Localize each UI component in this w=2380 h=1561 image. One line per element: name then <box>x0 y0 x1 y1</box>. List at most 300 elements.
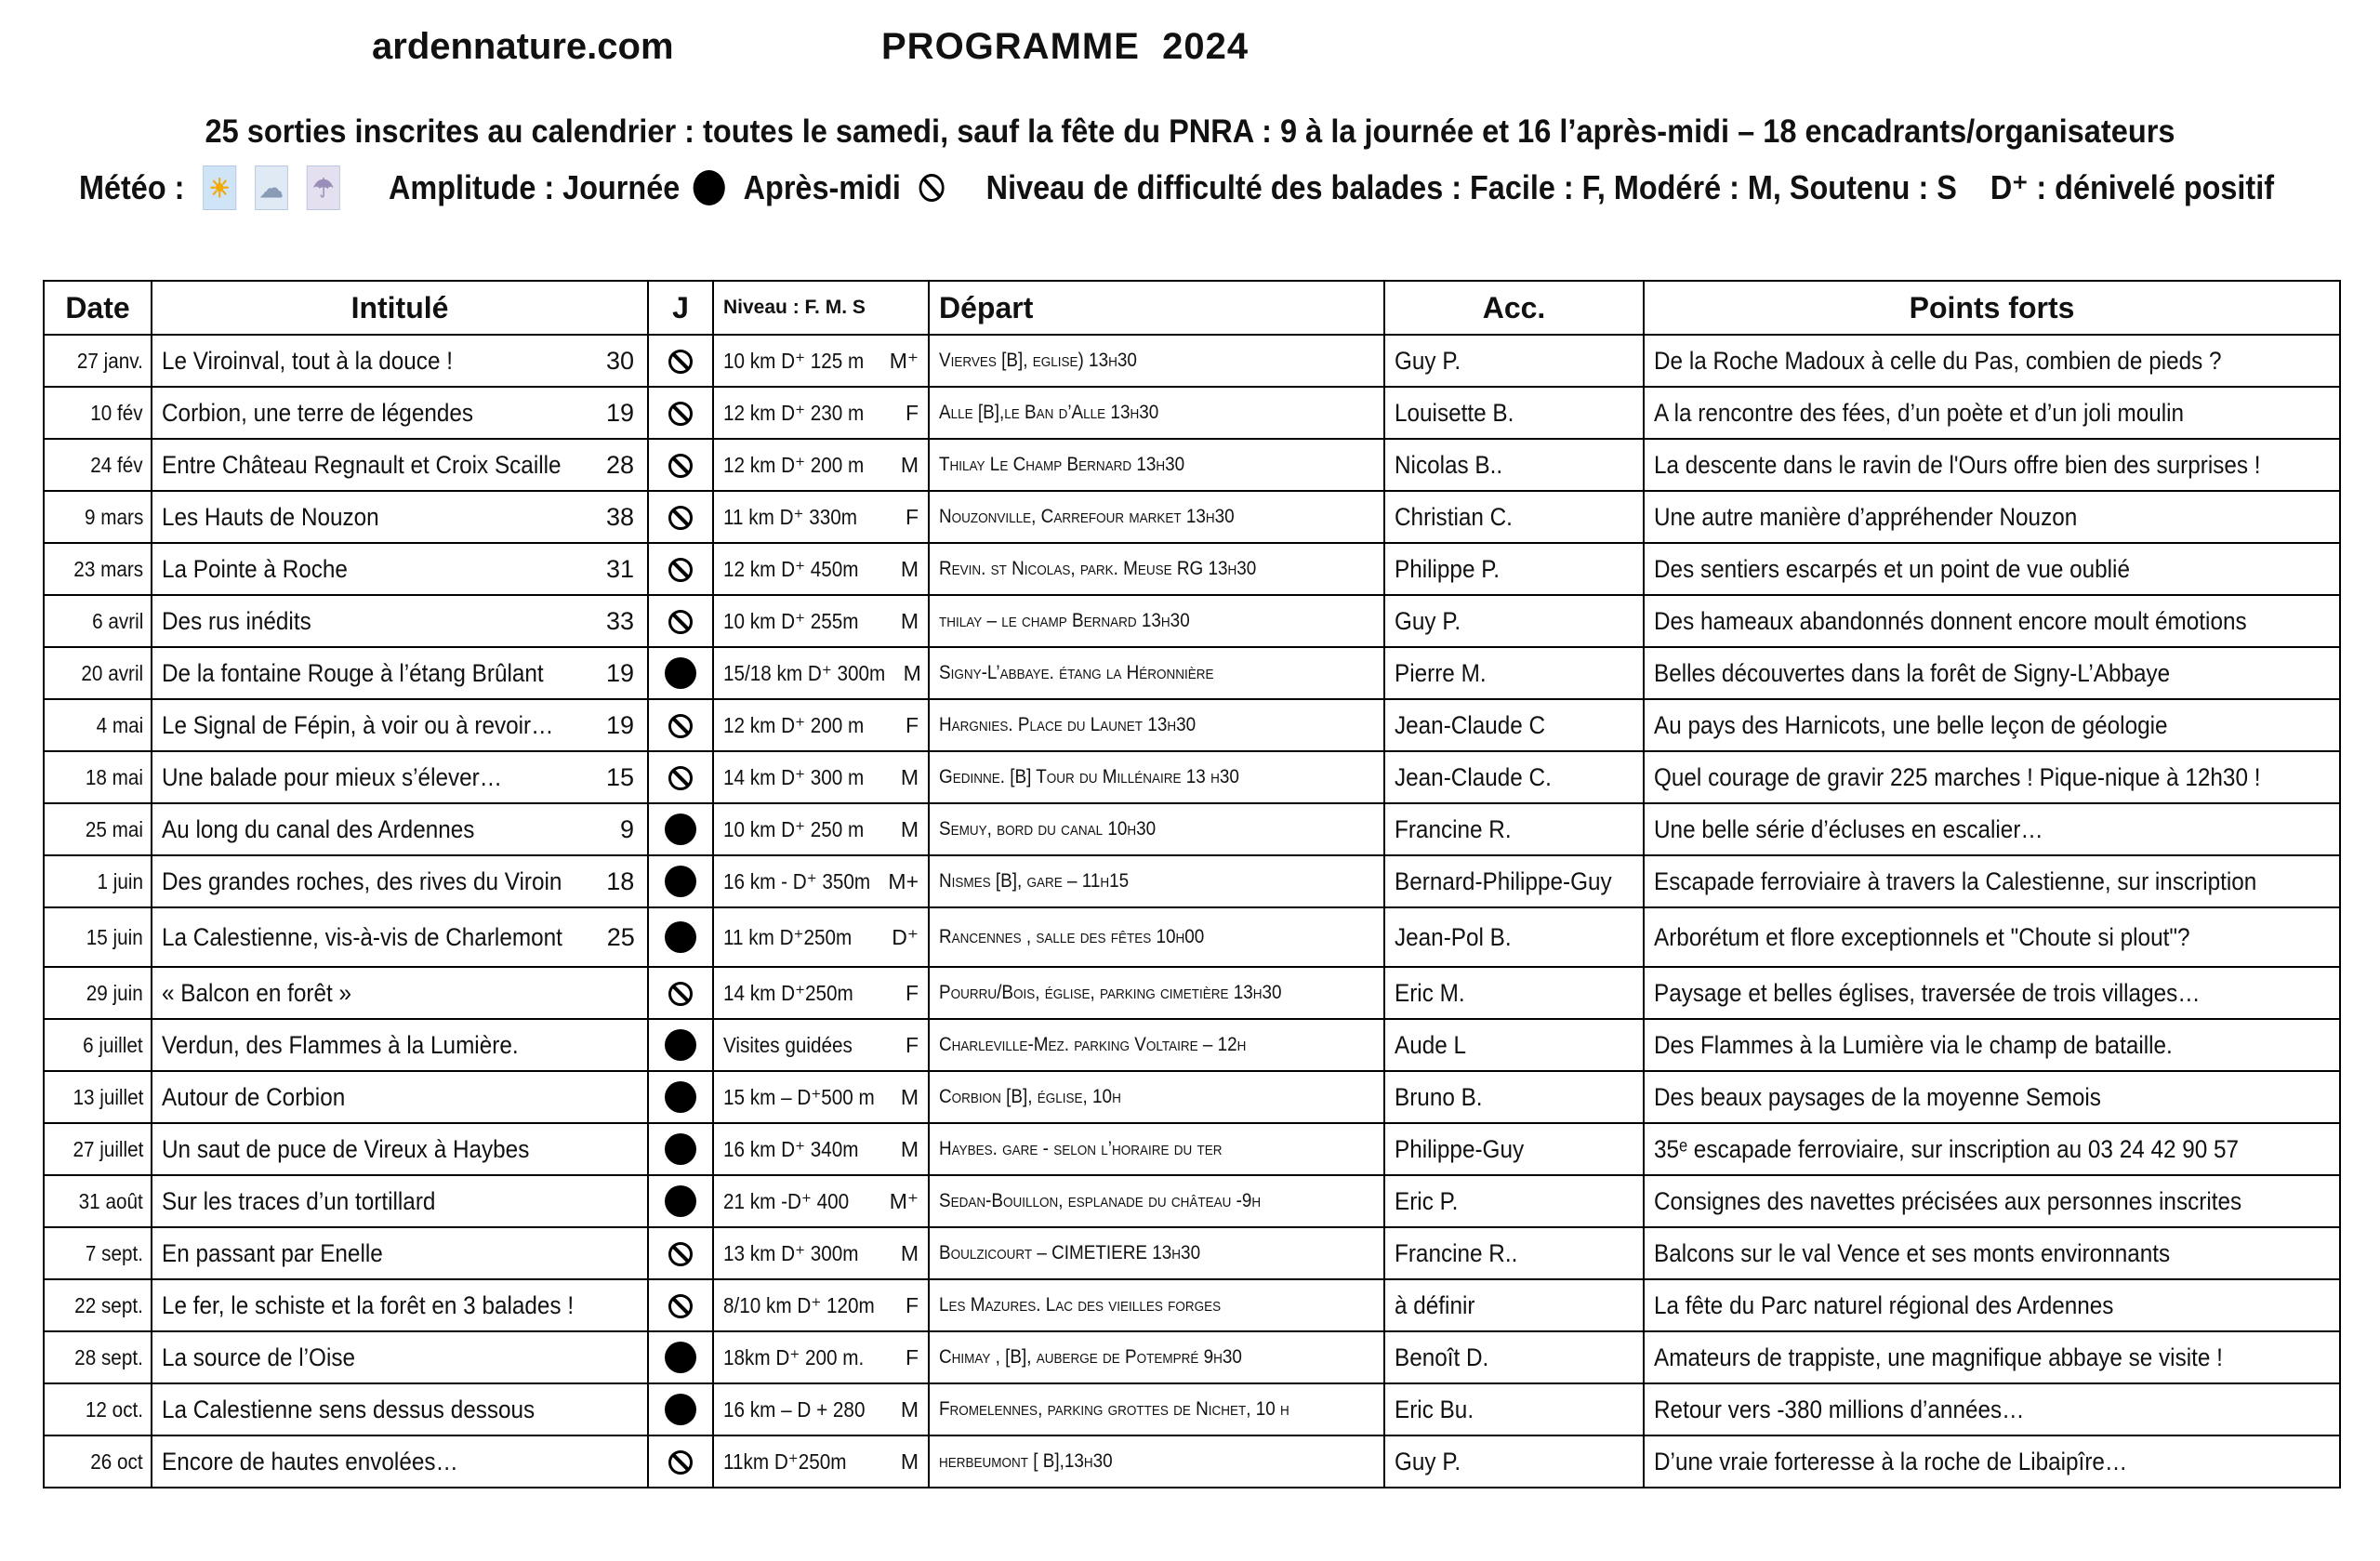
level-text: M <box>900 556 919 581</box>
title-text: Corbion, une terre de légendes <box>162 398 474 427</box>
date-text: 27 janv. <box>77 348 143 373</box>
cell-acc <box>1384 1331 1644 1383</box>
depart-text: Revin. st Nicolas, park. Meuse RG 13h30 <box>939 558 1257 579</box>
cell-date <box>44 647 152 699</box>
title-text: Les Hauts de Nouzon <box>162 502 379 531</box>
cell-niveau <box>713 1227 929 1279</box>
cell-points <box>1644 855 2340 907</box>
acc-text: Philippe-Guy <box>1395 1134 1525 1163</box>
cell-amplitude <box>648 1435 713 1488</box>
site-name: ardennature.com <box>372 26 674 67</box>
depart-text: Boulzicourt – CIMETIERE 13h30 <box>939 1242 1201 1263</box>
depart-text: herbeumont [ B],13h30 <box>939 1450 1113 1472</box>
level-text: M <box>900 764 919 789</box>
apres-midi-label: Après-midi <box>743 168 901 206</box>
title-number: 19 <box>605 710 634 739</box>
date-text: 9 mars <box>84 504 143 529</box>
cell-date <box>44 751 152 803</box>
cell-points <box>1644 647 2340 699</box>
points-text: Escapade ferroviaire à travers la Calestienne, sur inscription <box>1654 866 2257 895</box>
level-text: M+ <box>888 868 919 893</box>
meteo-label: Météo : <box>79 168 185 206</box>
amplitude-label: Amplitude : Journée <box>389 168 681 206</box>
cell-depart <box>929 335 1384 387</box>
cell-points <box>1644 803 2340 855</box>
cell-amplitude <box>648 967 713 1019</box>
cell-amplitude <box>648 1175 713 1227</box>
cell-points <box>1644 1071 2340 1123</box>
cell-title <box>152 491 648 543</box>
cell-depart <box>929 387 1384 439</box>
title-text: Le fer, le schiste et la forêt en 3 balades ! <box>162 1290 575 1319</box>
cell-depart <box>929 439 1384 491</box>
table-row <box>44 387 2340 439</box>
apres-midi-symbol-icon <box>919 174 945 202</box>
cell-niveau <box>713 1019 929 1071</box>
journee-dot-icon <box>665 921 696 953</box>
cell-date <box>44 1227 152 1279</box>
niveau-text: 16 km – D + 280 <box>723 1396 866 1422</box>
cell-niveau <box>713 439 929 491</box>
cell-date <box>44 803 152 855</box>
cell-niveau <box>713 803 929 855</box>
dplus-label: D⁺ : dénivelé positif <box>1990 168 2275 206</box>
table-row <box>44 439 2340 491</box>
cell-niveau <box>713 1383 929 1435</box>
level-text: M <box>903 660 921 685</box>
table-row <box>44 907 2340 967</box>
cell-title <box>152 1175 648 1227</box>
level-text: F <box>905 504 919 529</box>
points-text: De la Roche Madoux à celle du Pas, combien de pieds ? <box>1654 346 2222 375</box>
cell-depart <box>929 907 1384 967</box>
level-text: F <box>905 980 919 1005</box>
niveau-text: 12 km D⁺ 230 m <box>723 400 865 425</box>
cell-amplitude <box>648 595 713 647</box>
cell-acc <box>1384 1383 1644 1435</box>
level-text: M <box>900 1136 919 1161</box>
niveau-text: 10 km D⁺ 125 m <box>723 348 865 373</box>
header-points: Points forts <box>1644 281 2340 335</box>
cell-title <box>152 967 648 1019</box>
depart-text: Vierves [B], eglise) 13h30 <box>939 350 1137 371</box>
cell-depart <box>929 1227 1384 1279</box>
date-text: 22 sept. <box>74 1292 143 1317</box>
date-text: 18 mai <box>85 764 143 789</box>
cell-date <box>44 855 152 907</box>
level-text: D⁺ <box>892 924 919 949</box>
cell-points <box>1644 967 2340 1019</box>
acc-text: Christian C. <box>1395 502 1513 531</box>
cell-niveau <box>713 1279 929 1331</box>
level-text: M <box>900 608 919 633</box>
cell-title <box>152 907 648 967</box>
cell-acc <box>1384 543 1644 595</box>
title-text: Une balade pour mieux s’élever… <box>162 762 503 791</box>
acc-text: Francine R. <box>1395 814 1512 843</box>
header-date: Date <box>44 281 152 335</box>
cell-date <box>44 967 152 1019</box>
cell-date <box>44 1123 152 1175</box>
cell-amplitude <box>648 751 713 803</box>
acc-text: Jean-Claude C. <box>1395 762 1552 791</box>
cell-niveau <box>713 595 929 647</box>
cell-date <box>44 491 152 543</box>
cell-niveau <box>713 751 929 803</box>
acc-text: Bernard-Philippe-Guy <box>1395 866 1612 895</box>
acc-text: Jean-Claude C <box>1395 710 1546 739</box>
cell-acc <box>1384 1019 1644 1071</box>
cell-title <box>152 855 648 907</box>
cell-niveau <box>713 1123 929 1175</box>
journee-dot-icon <box>665 1081 696 1113</box>
level-text: F <box>905 712 919 737</box>
title-text: Autour de Corbion <box>162 1082 346 1111</box>
cell-points <box>1644 1123 2340 1175</box>
points-text: 35ᵉ escapade ferroviaire, sur inscription au 03 24 42 90 57 <box>1654 1134 2240 1163</box>
cell-depart <box>929 647 1384 699</box>
rain-cloud-icon: ☂ <box>307 165 340 210</box>
date-text: 6 juillet <box>83 1032 143 1057</box>
title-text: Des rus inédits <box>162 606 311 635</box>
cell-acc <box>1384 699 1644 751</box>
title-number: 33 <box>605 606 634 635</box>
journee-dot-icon <box>665 1133 696 1165</box>
title-text: Au long du canal des Ardennes <box>162 814 475 843</box>
cell-amplitude <box>648 543 713 595</box>
date-text: 13 juillet <box>73 1084 143 1109</box>
acc-text: Pierre M. <box>1395 658 1487 687</box>
apres-midi-symbol-icon <box>668 1294 693 1318</box>
apres-midi-symbol-icon <box>668 982 693 1006</box>
title-text: Le Viroinval, tout à la douce ! <box>162 346 453 375</box>
date-text: 15 juin <box>86 924 143 949</box>
cell-niveau <box>713 855 929 907</box>
cell-niveau <box>713 543 929 595</box>
cell-points <box>1644 699 2340 751</box>
title-text: Un saut de puce de Vireux à Haybes <box>162 1134 530 1163</box>
title-text: Des grandes roches, des rives du Viroin <box>162 866 562 895</box>
depart-text: Sedan-Bouillon, esplanade du château -9h <box>939 1190 1262 1211</box>
journee-dot-icon <box>665 814 696 845</box>
cell-acc <box>1384 1123 1644 1175</box>
cell-points <box>1644 1383 2340 1435</box>
cell-depart <box>929 1331 1384 1383</box>
cell-title <box>152 543 648 595</box>
date-text: 1 juin <box>97 868 143 893</box>
title-number: 30 <box>605 346 634 375</box>
cell-points <box>1644 491 2340 543</box>
depart-text: Haybes. gare - selon l’horaire du ter <box>939 1138 1223 1159</box>
depart-text: Nismes [B], gare – 11h15 <box>939 870 1130 892</box>
niveau-text: 15 km – D⁺500 m <box>723 1084 875 1109</box>
cell-amplitude <box>648 855 713 907</box>
acc-text: Eric P. <box>1395 1186 1459 1215</box>
cell-amplitude <box>648 699 713 751</box>
table-row <box>44 699 2340 751</box>
depart-text: Les Mazures. Lac des vieilles forges <box>939 1294 1222 1316</box>
cell-depart <box>929 967 1384 1019</box>
points-text: Balcons sur le val Vence et ses monts environnants <box>1654 1238 2171 1267</box>
cell-points <box>1644 595 2340 647</box>
title-number: 18 <box>606 866 635 895</box>
cell-depart <box>929 855 1384 907</box>
date-text: 29 juin <box>86 980 143 1005</box>
title-number: 19 <box>605 658 634 687</box>
points-text: La fête du Parc naturel régional des Ardennes <box>1654 1290 2114 1319</box>
level-text: M⁺ <box>889 348 919 373</box>
niveau-text: 11 km D⁺ 330m <box>723 504 857 529</box>
niveau-text: 21 km -D⁺ 400 <box>723 1188 850 1213</box>
table-row <box>44 543 2340 595</box>
table-row <box>44 751 2340 803</box>
cell-date <box>44 907 152 967</box>
title-text: La Calestienne, vis-à-vis de Charlemont <box>162 922 562 951</box>
points-text: Arborétum et flore exceptionnels et "Choute si plout"? <box>1654 922 2190 951</box>
level-text: F <box>905 1032 919 1057</box>
cell-depart <box>929 803 1384 855</box>
niveau-text: 12 km D⁺ 450m <box>723 556 859 581</box>
cell-acc <box>1384 491 1644 543</box>
cell-depart <box>929 595 1384 647</box>
journee-dot-icon <box>665 1394 696 1425</box>
points-text: Quel courage de gravir 225 marches ! Pique-nique à 12h30 ! <box>1654 762 2261 791</box>
cell-points <box>1644 907 2340 967</box>
cell-title <box>152 803 648 855</box>
points-text: Retour vers -380 millions d’années… <box>1654 1395 2025 1423</box>
cell-amplitude <box>648 491 713 543</box>
title-text: La Calestienne sens dessus dessous <box>162 1395 536 1423</box>
cell-title <box>152 1071 648 1123</box>
cell-niveau <box>713 387 929 439</box>
acc-text: Aude L <box>1395 1030 1467 1059</box>
depart-text: Thilay Le Champ Bernard 13h30 <box>939 454 1185 475</box>
level-text: M <box>900 1449 919 1474</box>
cell-points <box>1644 387 2340 439</box>
cell-acc <box>1384 803 1644 855</box>
apres-midi-symbol-icon <box>668 506 693 530</box>
date-text: 27 juillet <box>73 1136 143 1161</box>
acc-text: Philippe P. <box>1395 554 1501 583</box>
cell-date <box>44 1019 152 1071</box>
title-text: Sur les traces d’un tortillard <box>162 1186 436 1215</box>
table-row <box>44 967 2340 1019</box>
points-text: Des beaux paysages de la moyenne Semois <box>1654 1082 2101 1111</box>
cell-acc <box>1384 439 1644 491</box>
cell-niveau <box>713 907 929 967</box>
acc-text: Jean-Pol B. <box>1395 922 1512 951</box>
date-text: 25 mai <box>85 816 143 841</box>
sun-icon: ☀ <box>203 165 236 210</box>
cell-date <box>44 1331 152 1383</box>
points-text: Au pays des Harnicots, une belle leçon de géologie <box>1654 710 2168 739</box>
points-text: Une belle série d’écluses en escalier… <box>1654 814 2043 843</box>
apres-midi-symbol-icon <box>668 766 693 790</box>
cell-acc <box>1384 647 1644 699</box>
programme-table <box>43 280 2341 1488</box>
title-text: Entre Château Regnault et Croix Scaille <box>162 450 562 479</box>
programme-title: PROGRAMME 2024 <box>881 26 1250 67</box>
cell-niveau <box>713 335 929 387</box>
niveau-text: 11 km D⁺250m <box>723 924 853 949</box>
header-title: Intitulé <box>152 281 648 335</box>
cell-acc <box>1384 1175 1644 1227</box>
depart-text: Chimay , [B], auberge de Potempré 9h30 <box>939 1346 1242 1368</box>
level-text: M <box>900 816 919 841</box>
acc-text: Guy P. <box>1395 1447 1461 1475</box>
cell-acc <box>1384 751 1644 803</box>
acc-text: Francine R.. <box>1395 1238 1518 1267</box>
header-niveau: Niveau : F. M. S <box>713 281 929 335</box>
table-row <box>44 855 2340 907</box>
cell-points <box>1644 335 2340 387</box>
cell-niveau <box>713 491 929 543</box>
cloud-icon: ☁ <box>255 165 288 210</box>
title-number: 25 <box>606 922 635 951</box>
cell-date <box>44 543 152 595</box>
points-text: D’une vraie forteresse à la roche de Libaipîre… <box>1654 1447 2128 1475</box>
title-text: En passant par Enelle <box>162 1238 383 1267</box>
depart-text: Rancennes , salle des fêtes 10h00 <box>939 926 1205 947</box>
depart-text: Corbion [B], église, 10h <box>939 1086 1121 1107</box>
cell-amplitude <box>648 1071 713 1123</box>
date-text: 4 mai <box>96 712 143 737</box>
title-number: 31 <box>605 554 634 583</box>
cell-acc <box>1384 855 1644 907</box>
date-text: 23 mars <box>73 556 143 581</box>
cell-depart <box>929 1383 1384 1435</box>
cell-points <box>1644 1279 2340 1331</box>
apres-midi-symbol-icon <box>668 1242 693 1266</box>
acc-text: Louisette B. <box>1395 398 1514 427</box>
niveau-text: Visites guidées <box>723 1032 853 1057</box>
cell-niveau <box>713 1331 929 1383</box>
title-number: 19 <box>605 398 634 427</box>
header-depart: Départ <box>929 281 1384 335</box>
depart-text: Fromelennes, parking grottes de Nichet, 10 h <box>939 1398 1289 1420</box>
depart-text: Hargnies. Place du Launet 13h30 <box>939 714 1197 735</box>
niveau-text: 8/10 km D⁺ 120m <box>723 1292 875 1317</box>
date-text: 26 oct <box>90 1449 143 1474</box>
cell-points <box>1644 1227 2340 1279</box>
table-row <box>44 1019 2340 1071</box>
level-text: F <box>905 400 919 425</box>
niveau-text: 16 km D⁺ 340m <box>723 1136 859 1161</box>
depart-text: Charleville-Mez. parking Voltaire – 12h <box>939 1034 1247 1055</box>
table-row <box>44 1175 2340 1227</box>
points-text: Des Flammes à la Lumière via le champ de bataille. <box>1654 1030 2173 1059</box>
cell-date <box>44 335 152 387</box>
niveau-text: 12 km D⁺ 200 m <box>723 712 865 737</box>
cell-acc <box>1384 595 1644 647</box>
apres-midi-symbol-icon <box>668 1450 693 1475</box>
apres-midi-symbol-icon <box>668 402 693 426</box>
cell-date <box>44 1071 152 1123</box>
acc-text: Bruno B. <box>1395 1082 1483 1111</box>
cell-title <box>152 1331 648 1383</box>
cell-depart <box>929 543 1384 595</box>
date-text: 12 oct. <box>85 1396 143 1422</box>
header-j: J <box>648 281 713 335</box>
cell-points <box>1644 1435 2340 1488</box>
table-row <box>44 1227 2340 1279</box>
niveau-label: Niveau de difficulté des balades : Facile : F, Modéré : M, Soutenu : S <box>985 168 1957 206</box>
cell-date <box>44 439 152 491</box>
cell-title <box>152 1123 648 1175</box>
depart-text: Semuy, bord du canal 10h30 <box>939 818 1157 840</box>
cell-depart <box>929 751 1384 803</box>
table-row <box>44 803 2340 855</box>
journee-dot-icon <box>665 866 696 897</box>
niveau-text: 18km D⁺ 200 m. <box>723 1344 865 1369</box>
table-row <box>44 1071 2340 1123</box>
cell-depart <box>929 1279 1384 1331</box>
cell-title <box>152 1435 648 1488</box>
depart-text: Alle [B],le Ban d’Alle 13h30 <box>939 402 1159 423</box>
cell-amplitude <box>648 647 713 699</box>
date-text: 7 sept. <box>85 1240 143 1265</box>
level-text: M⁺ <box>889 1188 919 1213</box>
cell-acc <box>1384 1071 1644 1123</box>
journee-dot-icon <box>694 170 725 205</box>
cell-acc <box>1384 1227 1644 1279</box>
niveau-text: 14 km D⁺ 300 m <box>723 764 865 789</box>
level-text: M <box>900 1396 919 1422</box>
cell-title <box>152 387 648 439</box>
page-header <box>0 0 2380 279</box>
title-text: De la fontaine Rouge à l’étang Brûlant <box>162 658 544 687</box>
title-number: 28 <box>605 450 634 479</box>
acc-text: à définir <box>1395 1290 1475 1319</box>
cell-date <box>44 1383 152 1435</box>
points-text: La descente dans le ravin de l'Ours offre bien des surprises ! <box>1654 450 2261 479</box>
cell-title <box>152 699 648 751</box>
apres-midi-symbol-icon <box>668 350 693 374</box>
cell-title <box>152 1227 648 1279</box>
niveau-text: 13 km D⁺ 300m <box>723 1240 859 1265</box>
cell-amplitude <box>648 1331 713 1383</box>
title-text: La Pointe à Roche <box>162 554 348 583</box>
title-text: La source de l’Oise <box>162 1343 356 1371</box>
points-text: Belles découvertes dans la forêt de Signy-L’Abbaye <box>1654 658 2171 687</box>
level-text: F <box>905 1292 919 1317</box>
cell-acc <box>1384 335 1644 387</box>
cell-amplitude <box>648 907 713 967</box>
summary-line: 25 sorties inscrites au calendrier : toutes le samedi, sauf la fête du PNRA : 9 à la journée et 16 l’après-midi – 18 encadrants/organisateurs <box>205 113 2175 150</box>
points-text: Des hameaux abandonnés donnent encore moult émotions <box>1654 606 2247 635</box>
depart-text: Gedinne. [B] Tour du Millénaire 13 h30 <box>939 766 1239 787</box>
cell-points <box>1644 751 2340 803</box>
date-text: 31 août <box>78 1188 143 1213</box>
journee-dot-icon <box>665 1029 696 1061</box>
date-text: 20 avril <box>81 660 143 685</box>
points-text: Des sentiers escarpés et un point de vue oublié <box>1654 554 2130 583</box>
level-text: M <box>900 1084 919 1109</box>
cell-depart <box>929 1175 1384 1227</box>
table-row <box>44 1331 2340 1383</box>
cell-points <box>1644 1331 2340 1383</box>
table-row <box>44 1383 2340 1435</box>
cell-depart <box>929 1123 1384 1175</box>
cell-depart <box>929 699 1384 751</box>
cell-amplitude <box>648 335 713 387</box>
title-number: 38 <box>605 502 634 531</box>
apres-midi-symbol-icon <box>668 610 693 634</box>
acc-text: Eric Bu. <box>1395 1395 1474 1423</box>
depart-text: Nouzonville, Carrefour market 13h30 <box>939 506 1235 527</box>
points-text: Une autre manière d’appréhender Nouzon <box>1654 502 2078 531</box>
title-text: Encore de hautes envolées… <box>162 1447 458 1475</box>
